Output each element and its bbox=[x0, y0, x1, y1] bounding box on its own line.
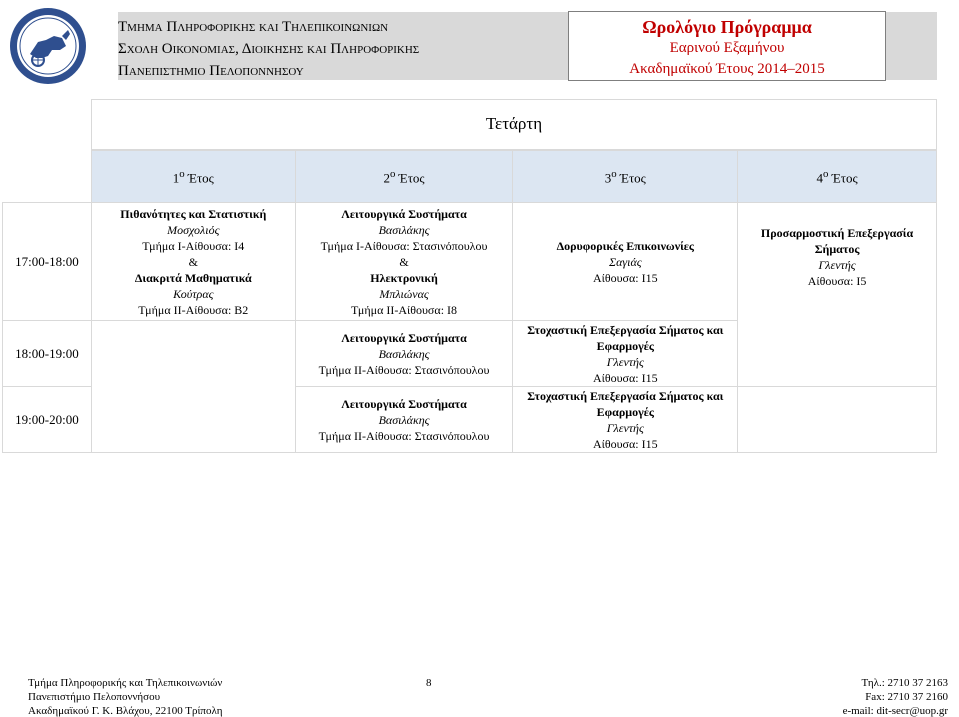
course-cell-y1-1700: Πιθανότητες και Στατιστική Μοσχολιός Τμήμα Ι-Αίθουσα: Ι4 & Διακριτά Μαθηματικά Κούτρας Τμήμα ΙΙ-Αίθουσα: Β2 bbox=[91, 203, 295, 321]
course-cell-y2-1800: Λειτουργικά Συστήματα Βασιλάκης Τμήμα ΙΙ-Αίθουσα: Στασινόπουλου bbox=[295, 321, 513, 387]
school-name: Σχολη Οικονομιας, Διοικησης και Πληροφορικης bbox=[118, 41, 420, 57]
year-2-header: $2^o$ Έτος bbox=[295, 151, 513, 203]
course-cell-y3-1700: Δορυφορικές Επικοινωνίες Σαγιάς Αίθουσα: Ι15 bbox=[513, 203, 738, 321]
course-cell-y3-1800: Στοχαστική Επεξεργασία Σήματος και Εφαρμογές Γλεντής Αίθουσα: Ι15 bbox=[513, 321, 738, 387]
university-name: Πανεπιστημιο Πελοποννησου bbox=[118, 63, 304, 79]
day-header bbox=[91, 99, 937, 150]
footer-contact: Τηλ.: 2710 37 2163 Fax: 2710 37 2160 e-mail: dit-secr@uop.gr bbox=[842, 677, 948, 717]
email-link[interactable]: e-mail: dit-secr@uop.gr bbox=[842, 705, 948, 717]
course-cell-y2-1900: Λειτουργικά Συστήματα Βασιλάκης Τμήμα ΙΙ-Αίθουσα: Στασινόπουλου bbox=[295, 387, 513, 453]
semester-label: Εαρινού Εξαμήνου bbox=[669, 40, 785, 56]
time-slot-1700: 17:00-18:00 bbox=[3, 203, 92, 321]
corner-cell bbox=[3, 151, 92, 203]
day-label: Τετάρτη bbox=[485, 114, 543, 133]
footer-address: Τμήμα Πληροφορικής και Τηλεπικοινωνιών Πανεπιστήμιο Πελοποννήσου Ακαδημαϊκού Γ. Κ. Βλάχου, 22100 Τρίπολη bbox=[28, 677, 223, 717]
page-number: 8 bbox=[426, 677, 432, 689]
department-name: Τμημα Πληροφορικης και Τηλεπικοινωνιων bbox=[118, 19, 389, 35]
table-row bbox=[3, 203, 937, 321]
academic-year-label: Ακαδημαϊκού Έτους 2014–2015 bbox=[629, 61, 825, 77]
empty-cell-y1-1800 bbox=[91, 321, 295, 453]
institution-block bbox=[118, 16, 419, 82]
year-1-header: $1^o$ Έτος bbox=[91, 151, 295, 203]
schedule-title: Ωρολόγιο Πρόγραμμα bbox=[642, 17, 812, 37]
course-cell-y2-1700: Λειτουργικά Συστήματα Βασιλάκης Τμήμα Ι-Αίθουσα: Στασινόπουλου & Ηλεκτρονική Μπλιώνας Τμήμα ΙΙ-Αίθουσα: Ι8 bbox=[295, 203, 513, 321]
schedule-title-box bbox=[568, 11, 886, 81]
course-cell-y3-1900: Στοχαστική Επεξεργασία Σήματος και Εφαρμογές Γλεντής Αίθουσα: Ι15 bbox=[513, 387, 738, 453]
year-header-row bbox=[3, 151, 937, 203]
university-seal-logo bbox=[8, 6, 88, 86]
time-slot-1900: 19:00-20:00 bbox=[3, 387, 92, 453]
time-slot-1800: 18:00-19:00 bbox=[3, 321, 92, 387]
course-cell-y4-1700: Προσαρμοστική Επεξεργασία Σήματος Γλεντής Αίθουσα: Ι5 bbox=[738, 203, 937, 387]
empty-cell-y4-1900 bbox=[738, 387, 937, 453]
schedule-table bbox=[2, 150, 937, 453]
year-3-header: $3^o$ Έτος bbox=[513, 151, 738, 203]
year-4-header: $4^o$ Έτος bbox=[738, 151, 937, 203]
